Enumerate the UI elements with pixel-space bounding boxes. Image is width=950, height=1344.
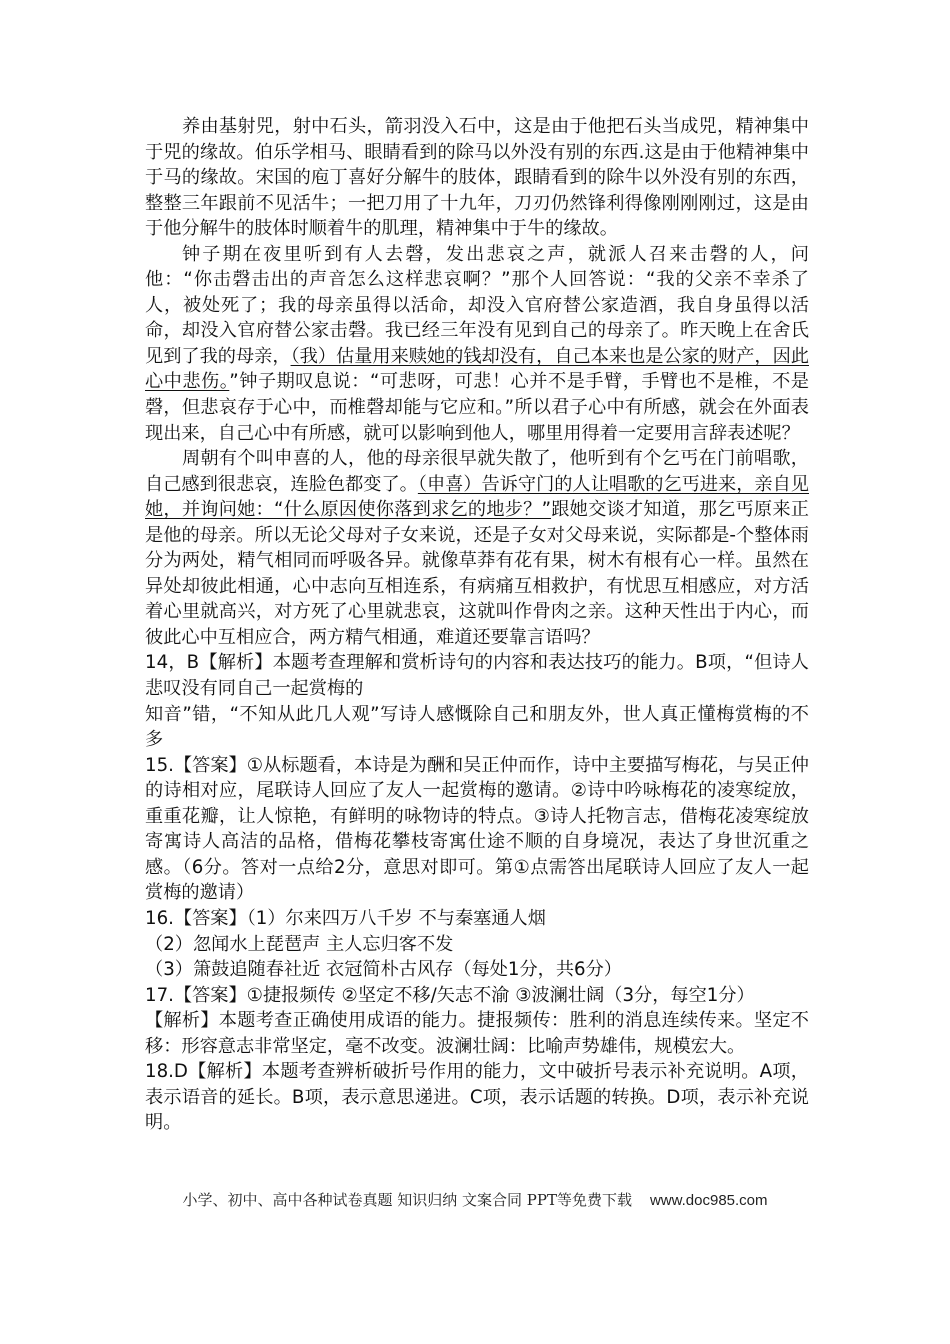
answer-16-line-1: 16.【答案】（1）尔来四万八千岁 不与秦塞通人烟 [145,907,546,929]
translation-paragraph-1: 养由基射兕，射中石头，箭羽没入石中，这是由于他把石头当成兕，精神集中于兕的缘故。伯乐学相马、眼睛看到的除马以外没有别的东西.这是由于他精神集中于马的缘故。宋国的庖丁喜好分解牛的肢体，跟睛看到的除牛以外没有别的东西，整整三年跟前不见活牛；一把刀用了十九年，刀刃仍然锋利得像刚刚刚过，这是由于他分解牛的肢体时顺着牛的肌理，精神集中于牛的缘故。 [145,116,809,240]
answer-18: 18.D【解析】本题考查辨析破折号作用的能力，文中破折号表示补充说明。A项，表示语音的延长。B项，表示意思递进。C项，表示话题的转换。D项，表示补充说明。 [145,1061,809,1134]
paragraph-text: ”钟子期叹息说：“可悲呀，可悲！心并不是手臂，手臂也不是椎，不是磬，但悲哀存于心中，而椎磬却能与它应和。”所以君子心中有所感，就会在外面表现出来，自己心中有所感，就可以影响到他人，哪里用得着一定要用言辞表述呢？ [145,371,809,444]
translation-paragraph-3 [145,446,809,650]
answer-document [145,114,809,1136]
footer-text: 小学、初中、高中各种试卷真题 知识归纳 文案合同 PPT等免费下载 [182,1191,632,1209]
answer-16-line-2: （2）忽闻水上琵琶声 主人忘归客不发 [145,933,454,955]
answer-15: 15.【答案】①从标题看，本诗是为酬和吴正仲而作，诗中主要描写梅花，与吴正仲的诗相对应，尾联诗人回应了友人一起赏梅的邀请。②诗中吟咏梅花的凌寒绽放，重重花瓣，让人惊艳，有鲜明的咏物诗的特点。③诗人托物言志，借梅花凌寒绽放寄寓诗人高洁的品格，借梅花攀枝寄寓仕途不顺的自身境况，表达了身世沉重之感。（6分。答对一点给2分，意思对即可。第①点需答出尾联诗人回应了友人一起赏梅的邀请） [145,754,809,904]
answer-16-line-3: （3）箫鼓追随春社近 衣冠简朴古风存（每处1分，共6分） [145,959,622,981]
answer-17-analysis: 【解析】本题考查正确使用成语的能力。捷报频传：胜利的消息连续传来。坚定不移：形容意志非常坚定，毫不改变。波澜壮阔：比喻声势雄伟，规模宏大。 [145,1010,809,1057]
paragraph-text: 周朝有个叫申喜的人，他的母亲很早就失散了，他听到有个乞丐在门前唱歌，自己感到很悲哀，连脸色都变了。 [145,448,809,495]
answer-17-line-1: 17.【答案】①捷报频传 ②坚定不移/矢志不渝 ③波澜壮阔（3分，每空1分） [145,984,755,1006]
translation-paragraph-2 [145,242,809,446]
paragraph-text: 钟子期在夜里听到有人去磬，发出悲哀之声，就派人召来击磬的人，问他：“你击磬击出的声音怎么这样悲哀啊？”那个人回答说：“我的父亲不幸杀了人，被处死了；我的母亲虽得以活命，却没入官府替公家造酒，我自身虽得以活命，却没入官府替公家击磬。我已经三年没有见到自己的母亲了。昨天晚上在舍氏见到了我的母亲， [145,243,809,367]
underlined-sentence: （我）估量用来赎她的钱却没有，自己本来也是公家的财产，因此心中悲伤。 [145,345,809,393]
answer-14-line-2: 知音”错，“不知从此几人观”写诗人感慨除自己和朋友外，世人真正懂梅赏梅的不多 [145,703,809,751]
underlined-sentence: （申喜）告诉守门的人让唱歌的乞丐进来，亲自见她，并询问她：“什么原因使你落到求乞的地步？” [145,473,809,521]
page-footer [0,1189,950,1210]
answer-14-line-1: 14，B【解析】本题考查理解和赏析诗句的内容和表达技巧的能力。B项，“但诗人悲叹没有同自己一起赏梅的 [145,652,809,700]
paragraph-text: 跟她交谈才知道，那乞丐原来正是他的母亲。所以无论父母对子女来说，还是子女对父母来说，实际都是-个整体雨分为两处，精气相同而呼吸各异。就像草莽有花有果，树木有根有心一样。虽然在异处却彼此相通，心中志向互相连系，有病痛互相救护，有忧思互相感应，对方活着心里就高兴，对方死了心里就悲哀，这就叫作骨肉之亲。这种天性出于内心，而彼此心中互相应合，两方精气相通，难道还要靠言语吗？ [145,499,809,648]
footer-url[interactable]: www.doc985.com [649,1192,768,1209]
